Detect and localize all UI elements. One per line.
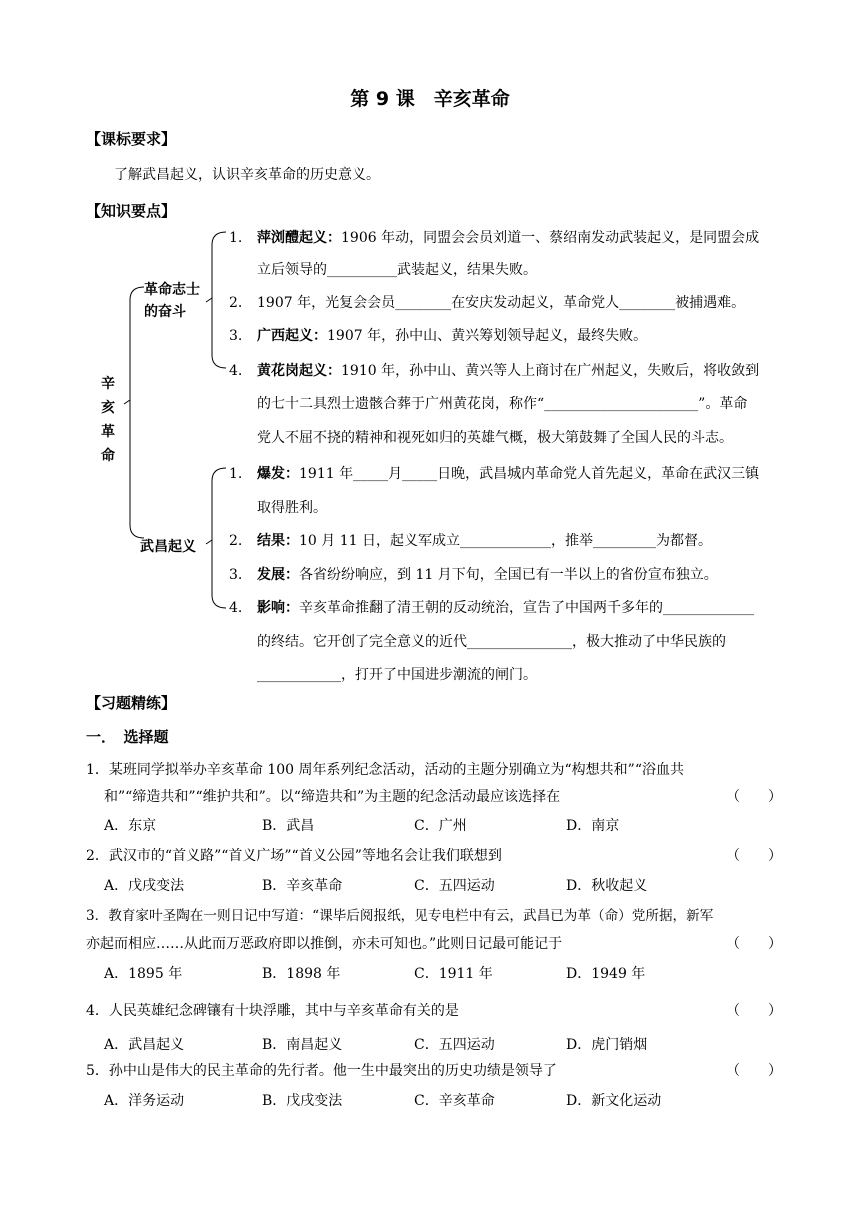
answer-blank[interactable]: （ ） [726,789,782,805]
root-brace [130,287,144,538]
answer-blank[interactable]: （ ） [726,1003,782,1019]
question-1-stem: 1．某班同学拟举办辛亥革命 100 周年系列纪念活动，活动的主题分别确立为“构想共和”“浴血共 [86,762,684,778]
option-b: B．辛亥革命 [262,878,343,894]
branch1-brace [212,232,226,368]
k2-item-4-cont1: 的终结。它开创了完全意义的近代_______________，极大推动了中华民族的 [257,634,726,650]
option-a: A．洋务运动 [104,1093,185,1109]
k1-item-4-cont2: 党人不屈不挠的精神和视死如归的英雄气概，极大第鼓舞了全国人民的斗志。 [257,430,733,446]
option-b: B．1898 年 [262,966,341,982]
option-d: D．秋收起义 [566,878,648,894]
standard-text: 了解武昌起义，认识辛亥革命的历史意义。 [114,167,380,183]
option-b: B．南昌起义 [262,1037,343,1053]
section-knowledge-heading: 【知识要点】 [86,202,177,220]
page-title: 第 9 课 辛亥革命 [350,88,510,110]
question-4-stem: 4．人民英雄纪念碑镶有十块浮雕，其中与辛亥革命有关的是 [86,1003,459,1019]
question-1-stem-cont: 和”“缔造共和”“维护共和”。以“缔造共和”为主题的纪念活动最应该选择在 [104,789,561,805]
k1-item-1: 1. 萍浏醴起义：1906 年动，同盟会会员刘道一、蔡绍南发动武装起义，是同盟会成 [229,230,760,246]
k2-item-4: 4. 影响：辛亥革命推翻了清王朝的反动统治，宣告了中国两千多年的_____________ [229,600,754,616]
option-a: A．戊戌变法 [104,878,185,894]
option-c: C．五四运动 [414,1037,495,1053]
option-a: A．东京 [104,818,157,834]
option-b: B．武昌 [262,818,315,834]
tree-root: 辛 亥 革 命 [101,376,115,464]
option-a: A．武昌起义 [104,1037,185,1053]
option-d: D．虎门销烟 [566,1037,648,1053]
question-3-stem-cont: 亦起而相应……从此而万恶政府即以推倒，亦未可知也。”此则日记最可能记于 [86,936,563,952]
answer-blank[interactable]: （ ） [726,848,782,864]
k1-item-4-cont1: 的七十二具烈士遗骸合葬于广州黄花岗，称作“______________________”。革命 [257,396,748,412]
question-2-stem: 2．武汉市的“首义路”“首义广场”“首义公园”等地名会让我们联想到 [86,848,502,864]
section-standard-heading: 【课标要求】 [86,130,177,148]
option-d: D．南京 [566,818,620,834]
k2-item-1: 1. 爆发：1911 年_____月_____日晚，武昌城内革命党人首先起义，革命在武汉三镇 [229,466,760,482]
k2-item-2: 2. 结果：10 月 11 日，起义军成立_____________，推举_________为都督。 [229,533,712,549]
option-c: C．广州 [414,818,467,834]
section-exercise-heading: 【习题精练】 [86,694,177,712]
k1-item-1-cont: 立后领导的__________武装起义，结果失败。 [257,262,537,278]
k1-item-3: 3. 广西起义：1907 年，孙中山、黄兴筹划领导起义，最终失败。 [229,328,648,344]
k2-item-3: 3. 发展：各省纷纷响应，到 11 月下旬，全国已有一半以上的省份宣布独立。 [229,567,718,583]
question-3-stem: 3．教育家叶圣陶在一则日记中写道：“课毕后阅报纸，见专电栏中有云，武昌已为革（命）党所据，新军 [86,908,714,924]
tree-branch-struggle: 革命志士 的奋斗 [144,282,200,320]
k2-item-1-cont: 取得胜利。 [257,500,327,516]
k1-item-2: 2. 1907 年，光复会会员________在安庆发动起义，革命党人________被捕遇难。 [229,295,746,311]
k1-item-4: 4. 黄花岗起义：1910 年，孙中山、黄兴等人上商讨在广州起义，失败后，将收敛到 [229,363,760,379]
question-5-stem: 5．孙中山是伟大的民主革命的先行者。他一生中最突出的历史功绩是领导了 [86,1063,557,1079]
option-c: C．1911 年 [414,966,493,982]
branch2-brace [212,468,226,608]
exercise-type-heading: 一． 选择题 [86,728,169,746]
tree-branch-wuchang: 武昌起义 [140,539,196,555]
k2-item-4-cont2: ____________，打开了中国进步潮流的闸门。 [257,667,537,683]
option-d: D．1949 年 [566,966,646,982]
option-c: C．辛亥革命 [414,1093,495,1109]
answer-blank[interactable]: （ ） [726,1063,782,1079]
answer-blank[interactable]: （ ） [726,936,782,952]
option-d: D．新文化运动 [566,1093,662,1109]
option-c: C．五四运动 [414,878,495,894]
option-b: B．戊戌变法 [262,1093,343,1109]
option-a: A．1895 年 [104,966,183,982]
